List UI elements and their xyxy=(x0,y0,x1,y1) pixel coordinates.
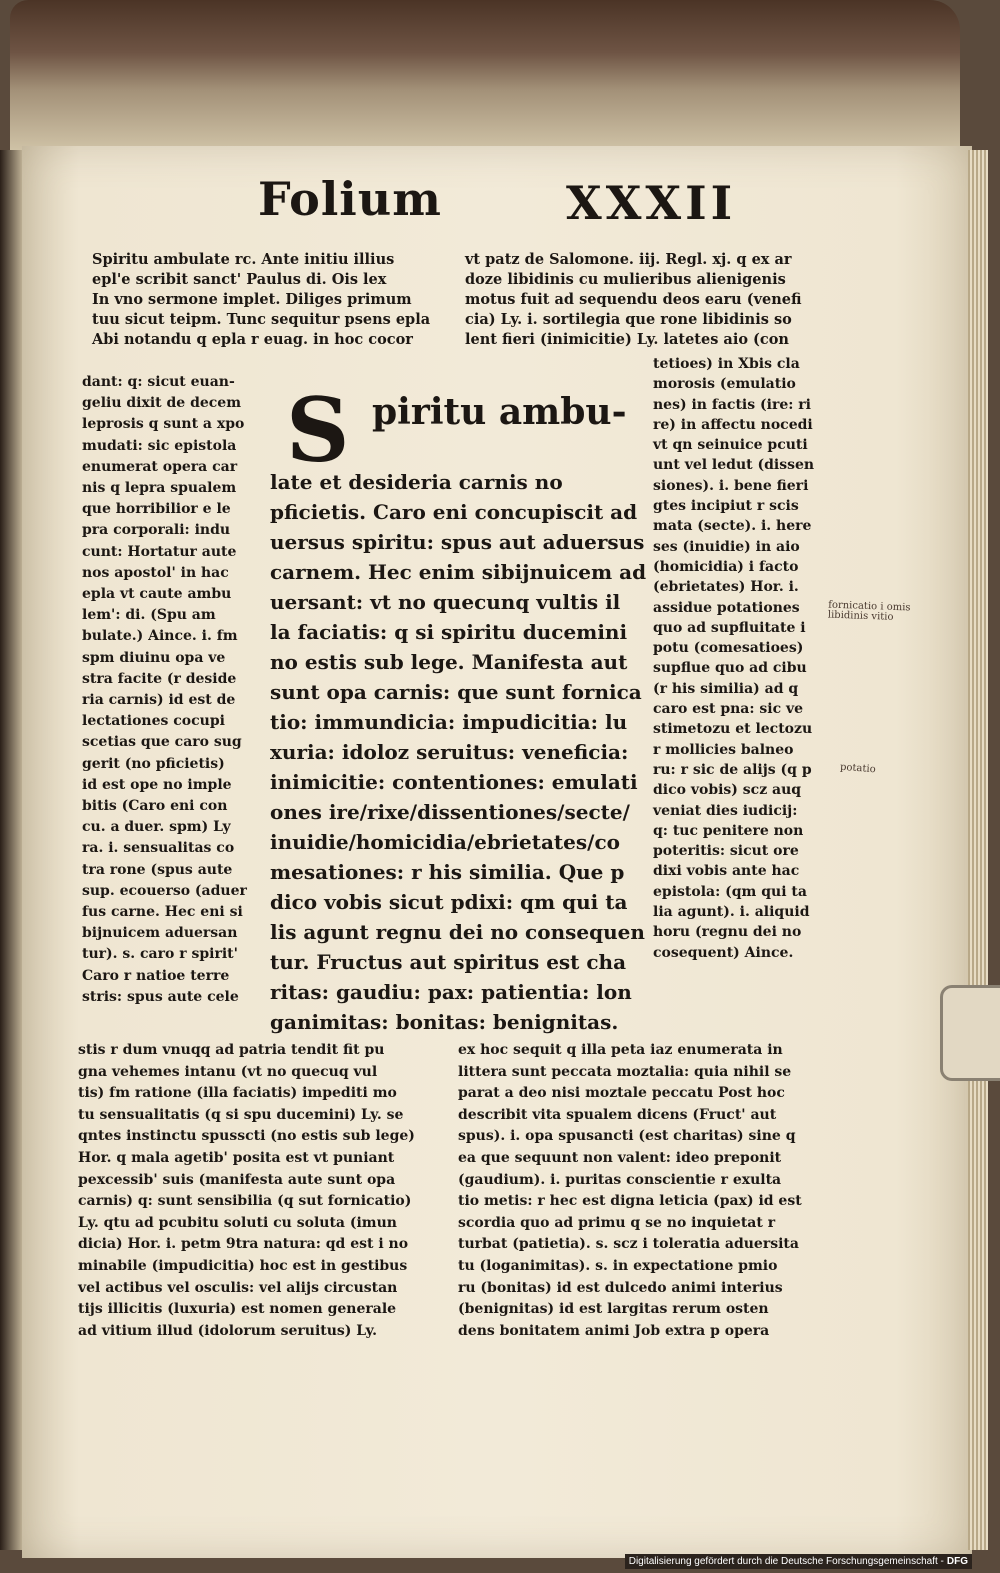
commentary-bottom-left: stis r dum vnuqq ad patria tendit fit pu gna vehemes intanu (vt no quecuq vul tis) fm ratione (illa faciatis) impediti mo tu sensualitatis (q si spu ducemini) Ly. se qntes instinctu spusscti (no estis sub lege) Hor. q mala agetib' posita est vt puniant pexcessib' suis (manifesta aute sunt opa carnis) q: sunt sensibilia (q sut fornicatio) Ly. qtu ad pcubitu soluti cu soluta (imun dicia) Hor. i. petm 9tra natura: qd est i no minabile (impudicitia) hoc est in gestibus vel actibus vel osculis: vel alijs circustan tijs illicitis (luxuria) est nomen generale ad vitium illud (idolorum seruitus) Ly. xyxy=(78,1042,415,1339)
drop-cap: S xyxy=(286,378,350,482)
page-edges-right xyxy=(968,150,988,1550)
commentary-intro-right: vt patz de Salomone. iij. Regl. xj. q ex ar doze libidinis cu mulieribus alienigenis motus fuit ad sequendu deos earu (venefi cia) Ly. i. sortilegia que rone libidinis so lent fieri (inimicitie) Ly. latetes aio (con xyxy=(465,251,802,348)
commentary-column-right: tetioes) in Xbis cla morosis (emulatio nes) in factis (ire: ri re) in affectu nocedi vt qn seinuice pcuti unt vel ledut (dissen siones). i. bene fieri gtes incipiut r scis mata (secte). i. here ses (inuidie) in aio (homicidia) i facto (ebrietates) Hor. i. assidue potationes quo ad supfluitate i potu (comesatioes) supflue quo ad cibu (r his similia) ad q caro est pna: sic ve stimetozu et lectozu r mollicies balneo ru: r sic de alijs (q p dico vobis) scz auq veniat dies iudicij: q: tuc penitere non poteritis: sicut ore dixi vobis ante hac epistola: (qm qui ta lia agunt). i. aliquid horu (regnu dei no cosequent) Aince. xyxy=(653,356,815,961)
handwritten-margin-note: potatio xyxy=(839,761,877,776)
credit-text: Digitalisierung gefördert durch die Deutsche Forschungsgemeinschaft - xyxy=(628,1556,944,1567)
book-clasp xyxy=(940,985,1000,1081)
previous-page-strip xyxy=(0,150,24,1550)
main-text-first-line: piritu ambu- xyxy=(372,391,627,433)
commentary-intro-left: Spiritu ambulate rc. Ante initiu illius epl'e scribit sanct' Paulus di. Ois lex In vno sermone implet. Diliges primum tuu sicut teipm. Tunc sequitur psens epla Abi notandu q epla r euag. in hoc cocor xyxy=(92,251,431,348)
digitization-credit xyxy=(625,1554,972,1569)
folio-number: XXXII xyxy=(566,176,737,230)
book-top-edge xyxy=(10,0,960,150)
main-scripture-text: late et desideria carnis no pficietis. Caro eni concupiscit ad uersus spiritu: spus aut aduersus carnem. Hec enim sibijnuicem ad uersant: vt no quecunq vultis il la faciatis: q si spiritu ducemini no estis sub lege. Manifesta aut sunt opa carnis: que sunt fornica tio: immundicia: impudicitia: lu xuria: idoloz seruitus: veneficia: inimicitie: contentiones: emulati ones ire/rixe/dissentiones/secte/ inuidie/homicidia/ebrietates/co mesationes: r his similia. Que p dico vobis sicut pdixi: qm qui ta lis agunt regnu dei no consequen tur. Fructus aut spiritus est cha ritas: gaudiu: pax: patientia: lon ganimitas: bonitas: benignitas. xyxy=(270,470,647,1034)
running-head-folium: Folium xyxy=(258,172,442,226)
handwritten-margin-note: fornicatio i omis libidinis vitio xyxy=(827,599,911,623)
commentary-column-left: dant: q: sicut euan- geliu dixit de decem leprosis q sunt a xpo mudati: sic epistola enumerat opera car nis q lepra spualem que horribilior e le pra corporali: indu cunt: Hortatur aute nos apostol' in hac epla vt caute ambu lem': di. (Spu am bulate.) Aince. i. fm spm diuinu opa ve stra facite (r deside ria carnis) id est de lectationes cocupi scetias que caro sug gerit (no pficietis) id est ope no imple bitis (Caro eni con cu. a duer. spm) Ly ra. i. sensualitas co tra rone (spus aute sup. ecouerso (aduer fus carne. Hec eni si bijnuicem aduersan tur). s. caro r spirit' Caro r natioe terre stris: spus aute cele xyxy=(82,374,247,1005)
commentary-bottom-right: ex hoc sequit q illa peta iaz enumerata in littera sunt peccata moztalia: quia nihil se parat a deo nisi moztale peccatu Post hoc describit vita spualem dicens (Fruct' aut spus). i. opa spusancti (est charitas) sine q ea que sequunt non valent: ideo preponit (gaudium). i. puritas conscientie r exulta tio metis: r hec est digna leticia (pax) id est scordia quo ad primu q se no inquietat r turbat (patietia). s. scz i toleratia aduersita tu (loganimitas). s. in expectatione pmio ru (bonitas) id est dulcedo animi interius (benignitas) id est largitas rerum osten dens bonitatem animi Job extra p opera xyxy=(458,1042,802,1339)
dfg-logo: DFG xyxy=(946,1556,968,1567)
